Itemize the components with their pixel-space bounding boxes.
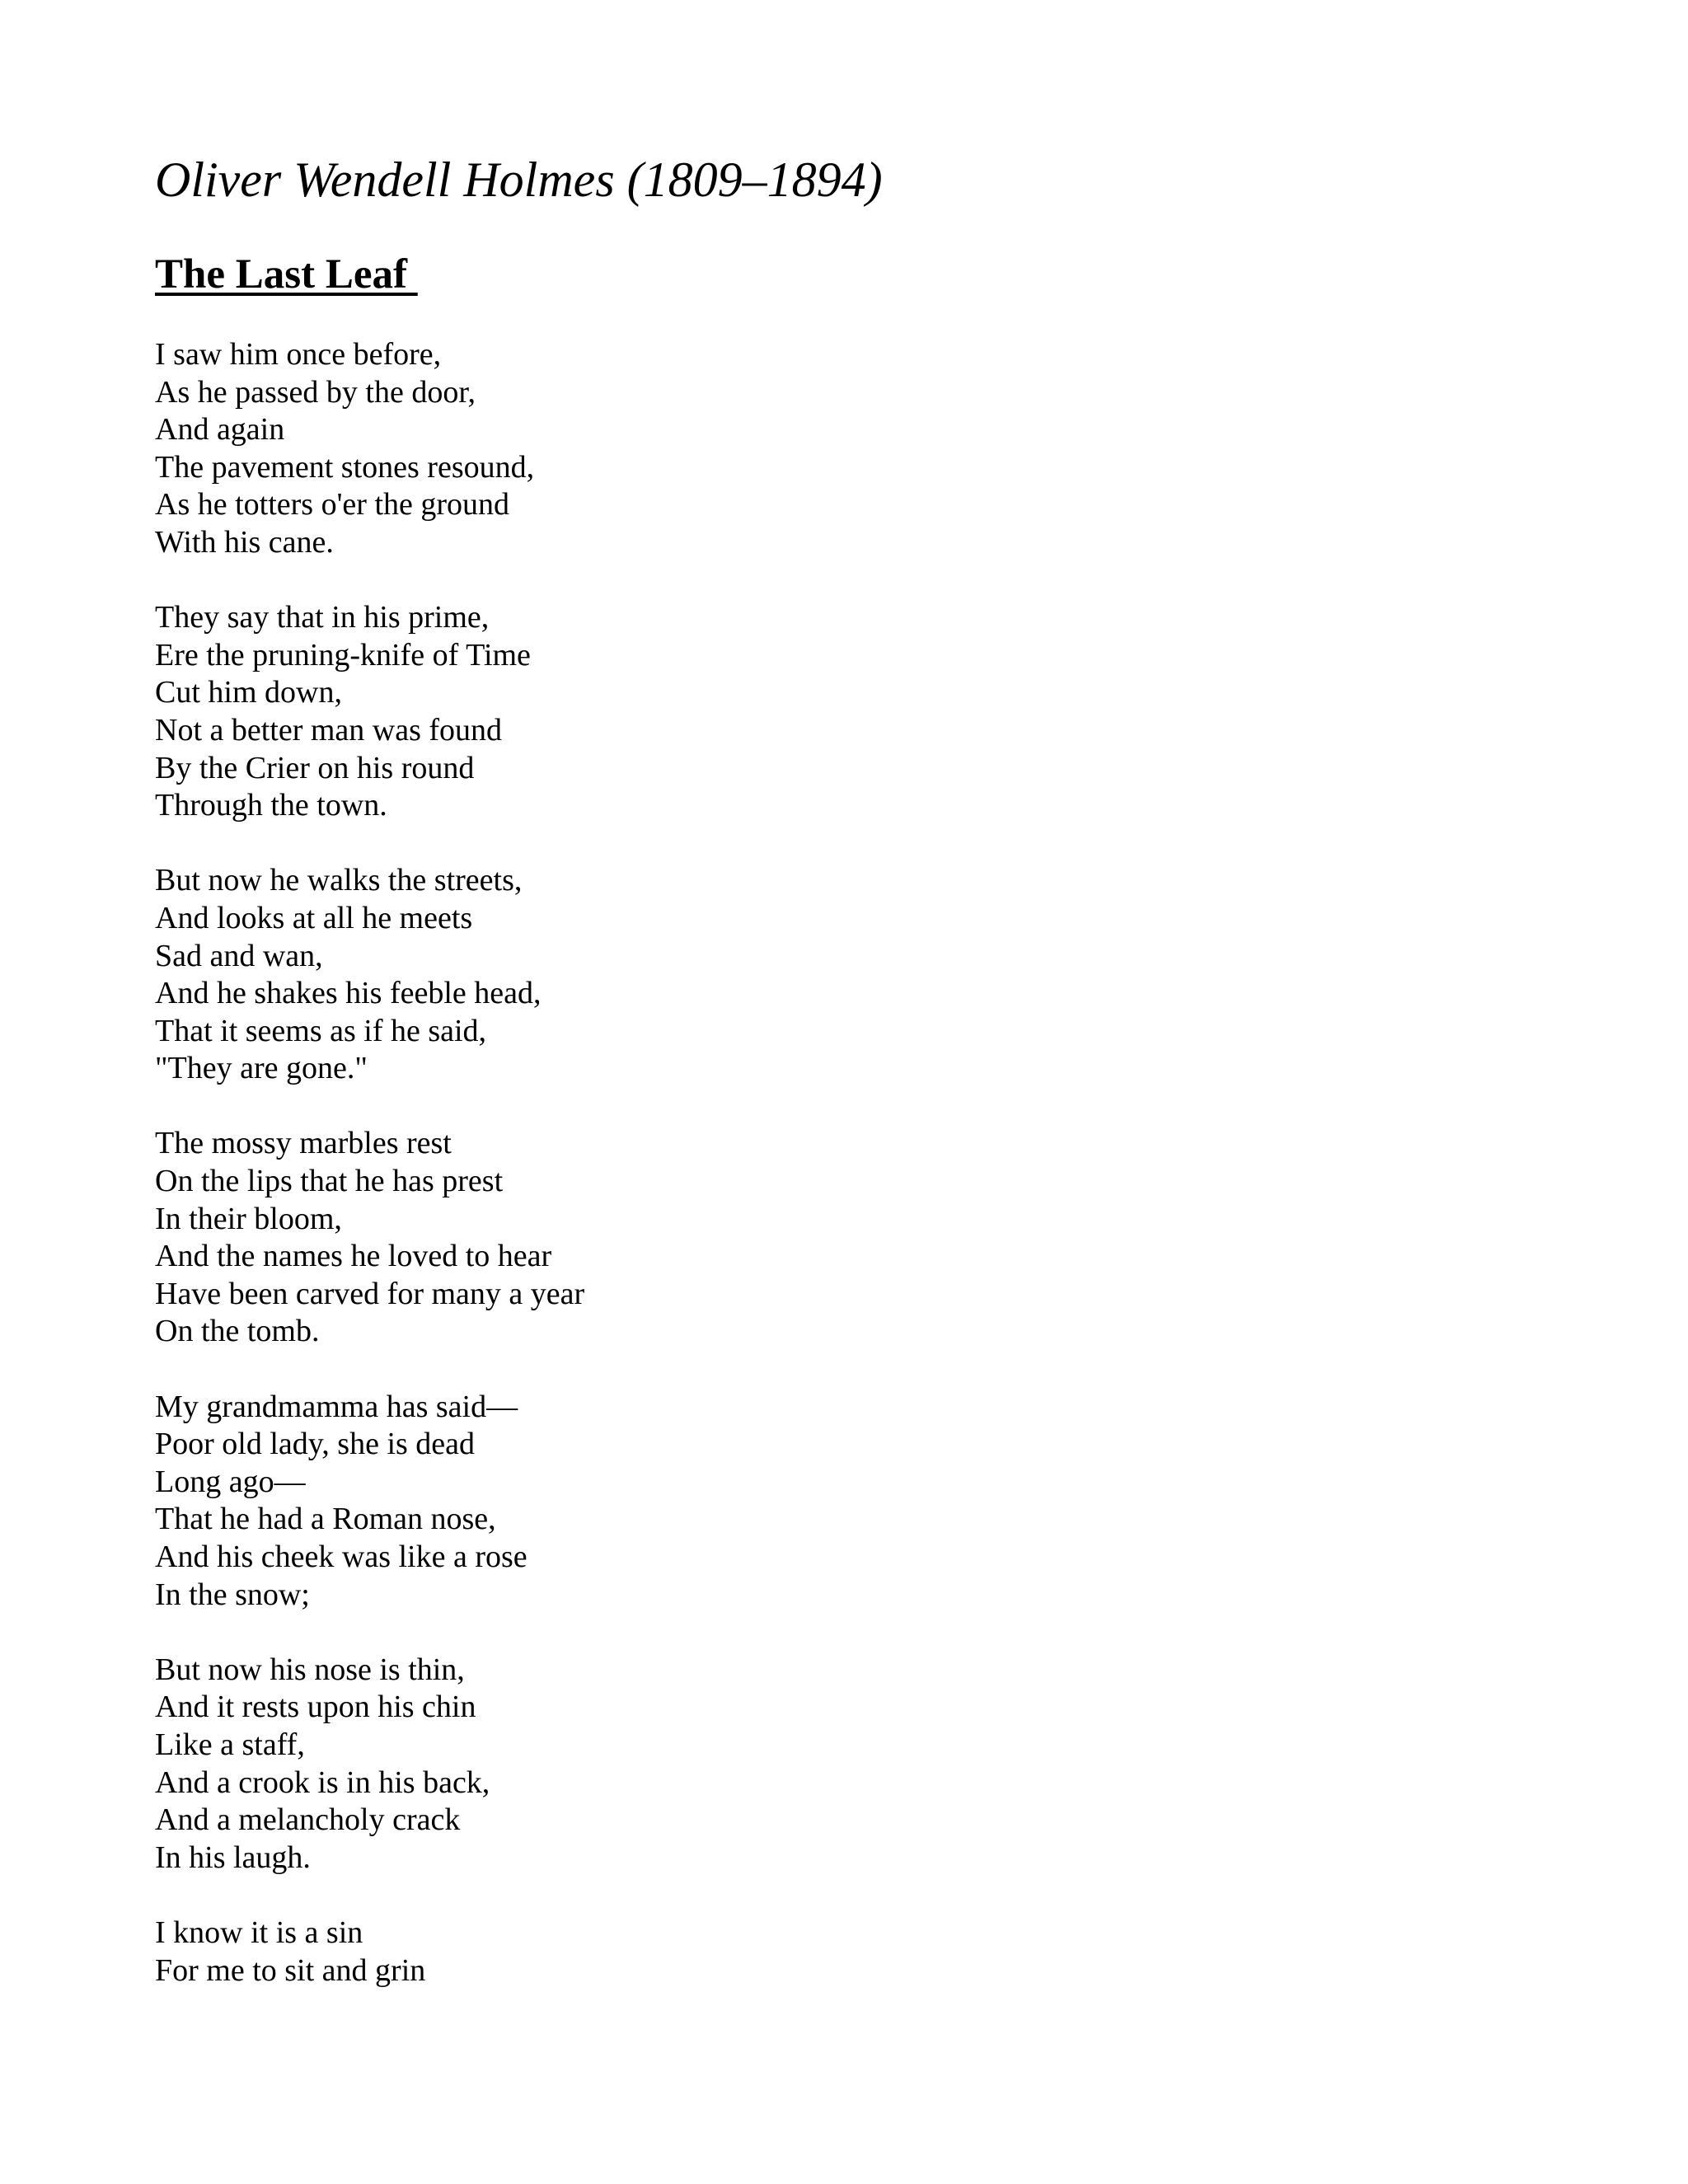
poem-line: "They are gone."	[155, 1051, 368, 1086]
poem-line: In the snow;	[155, 1577, 310, 1612]
poem-line: And the names he loved to hear	[155, 1239, 552, 1274]
poem-line: As he totters o'er the ground	[155, 487, 510, 523]
stanza-5	[155, 1389, 584, 1615]
stanza-3	[155, 862, 584, 1088]
poem-line: Through the town.	[155, 788, 387, 823]
poem-line: Have been carved for many a year	[155, 1276, 585, 1311]
poem-line: With his cane.	[155, 524, 334, 560]
poem-line: In their bloom,	[155, 1201, 342, 1236]
poem-line: Ere the pruning-knife of Time	[155, 637, 531, 673]
poem-line: Not a better man was found	[155, 712, 503, 748]
stanza-2	[155, 599, 584, 825]
stanza-4	[155, 1125, 584, 1351]
poem-line: On the lips that he has prest	[155, 1164, 504, 1199]
poem-line: And a melancholy crack	[155, 1802, 461, 1838]
poem-line: They say that in his prime,	[155, 600, 490, 635]
poem-line: Sad and wan,	[155, 938, 323, 973]
poem-line: My grandmamma has said—	[155, 1389, 518, 1424]
poem-line: Like a staff,	[155, 1727, 305, 1762]
stanza-6	[155, 1652, 584, 1877]
stanza-7	[155, 1915, 584, 1990]
poem-line: On the tomb.	[155, 1314, 320, 1349]
stanza-1	[155, 336, 584, 562]
poem-line: Long ago—	[155, 1464, 306, 1499]
poem-line: But now he walks the streets,	[155, 863, 523, 898]
poem-line: And his cheek was like a rose	[155, 1540, 528, 1574]
poem-line: The mossy marbles rest	[155, 1126, 452, 1161]
author-heading: Oliver Wendell Holmes (1809–1894)	[155, 152, 883, 207]
poem-line: And a crook is in his back,	[155, 1765, 490, 1800]
poem-line: For me to sit and grin	[155, 1952, 426, 1988]
poem-line: And again	[155, 412, 285, 448]
poem-body	[155, 336, 584, 2027]
poem-line: And looks at all he meets	[155, 900, 473, 935]
poem-line: As he passed by the door,	[155, 374, 476, 410]
poem-line: I know it is a sin	[155, 1915, 363, 1950]
poem-line: I saw him once before,	[155, 337, 442, 372]
poem-line: That he had a Roman nose,	[155, 1502, 496, 1537]
poem-line: And it rests upon his chin	[155, 1690, 476, 1725]
poem-title: The Last Leaf	[155, 251, 418, 298]
poem-line: Cut him down,	[155, 675, 342, 710]
poem-line: By the Crier on his round	[155, 750, 475, 785]
poem-line: In his laugh.	[155, 1840, 311, 1875]
poem-line: And he shakes his feeble head,	[155, 976, 542, 1011]
poem-line: That it seems as if he said,	[155, 1013, 487, 1048]
poem-line: Poor old lady, she is dead	[155, 1427, 476, 1462]
poem-line: But now his nose is thin,	[155, 1652, 465, 1687]
poem-line: The pavement stones resound,	[155, 449, 535, 485]
